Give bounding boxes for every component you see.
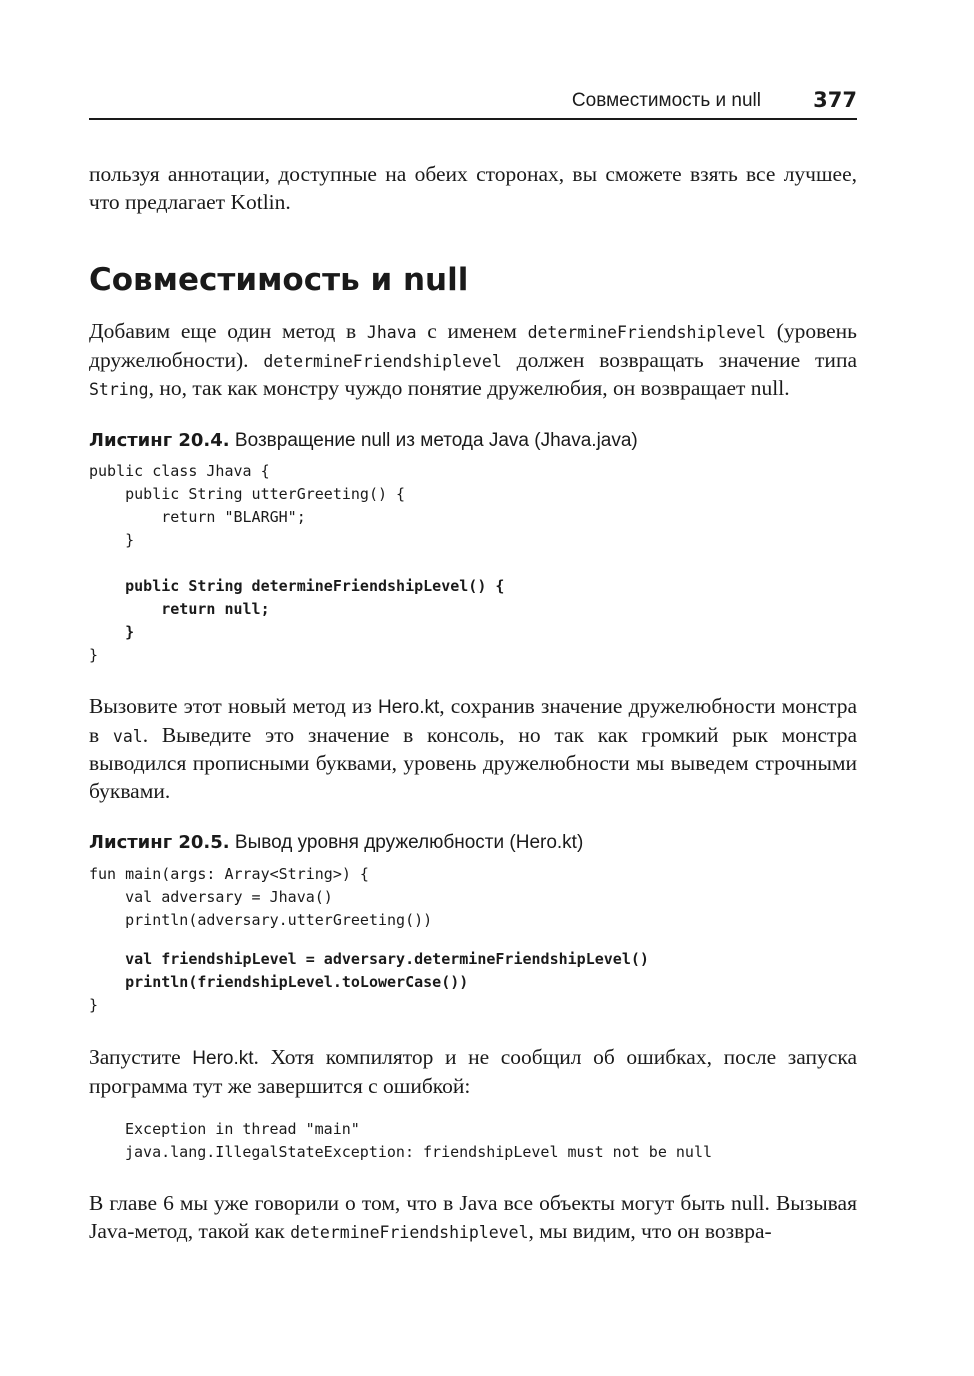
output-line: Exception in thread "main" xyxy=(125,1120,360,1138)
code-line: } xyxy=(89,531,135,549)
code-listing xyxy=(89,863,649,1017)
listing-title: Возвращение null из метода Java (Jhava.java) xyxy=(229,430,638,451)
code-line-added: public String determineFriendshipLevel() { xyxy=(89,577,505,595)
file-name: Hero.kt xyxy=(378,697,440,718)
code-line: return "BLARGH"; xyxy=(89,508,306,526)
text-run: . Хотя компилятор и не сообщил об ошибках, после запуска программа тут же завершится с ошибкой: xyxy=(89,1045,858,1098)
code-line: public class Jhava { xyxy=(89,462,270,480)
section-heading: Совместимость и null xyxy=(89,262,469,298)
listing-label: Листинг 20.4. xyxy=(89,430,230,451)
paragraph-chapter6 xyxy=(89,1190,857,1246)
code-line: println(adversary.utterGreeting()) xyxy=(89,911,433,929)
code-line: val adversary = Jhava() xyxy=(89,888,333,906)
text-run: В главе 6 мы уже говорили о том, что в Java все объекты могут быть null. Вызывая Java-метод, такой как xyxy=(89,1191,857,1243)
listing-title: Вывод уровня дружелюбности (Hero.kt) xyxy=(229,832,584,853)
text-run: Добавим еще один метод в xyxy=(89,319,367,343)
code-line-added: return null; xyxy=(89,600,270,618)
inline-code: determineFriendshiplevel xyxy=(290,1222,529,1242)
listing-caption xyxy=(89,430,638,452)
text-run: . Выведите это значение в консоль, но так как громкий рык монстра выводился прописными буквами, уровень дружелюбности мы выведем строчными буквами. xyxy=(89,722,857,803)
listing-caption xyxy=(89,832,583,854)
paragraph-call-method xyxy=(89,693,857,805)
text-run: с именем xyxy=(416,319,528,343)
page-number: 377 xyxy=(813,88,857,112)
console-output xyxy=(125,1118,712,1164)
file-name: Hero.kt xyxy=(192,1048,254,1069)
output-line: java.lang.IllegalStateException: friendshipLevel must not be null xyxy=(125,1143,712,1161)
code-line: } xyxy=(89,996,99,1014)
inline-code: String xyxy=(89,380,149,399)
inline-code: val xyxy=(112,726,143,746)
code-line: fun main(args: Array<String>) { xyxy=(89,865,369,883)
text-run: (уровень дружелюбности). xyxy=(89,319,857,372)
text-run: , но, так как монстру чуждо понятие дружелюбия, он возвращает null. xyxy=(148,376,790,400)
paragraph-add-method xyxy=(89,318,857,404)
code-line: public String utterGreeting() { xyxy=(89,485,406,503)
code-line: } xyxy=(89,646,99,664)
text-run: Запустите xyxy=(89,1045,193,1069)
code-listing xyxy=(89,460,504,667)
text-run: должен возвращать значение типа xyxy=(501,347,857,372)
text-run: Вызовите этот новый метод из xyxy=(89,694,379,718)
text-run: , мы видим, что он возвра- xyxy=(528,1218,772,1243)
paragraph-run xyxy=(89,1044,857,1100)
inline-code: determineFriendshiplevel xyxy=(527,323,766,342)
code-line-added: val friendshipLevel = adversary.determineFriendshipLevel() xyxy=(89,950,649,968)
inline-code: determineFriendshiplevel xyxy=(263,351,502,371)
inline-code: Jhava xyxy=(366,323,417,342)
code-line-added: } xyxy=(89,623,135,641)
listing-label: Листинг 20.5. xyxy=(89,832,230,853)
paragraph-intro: пользуя аннотации, доступные на обеих сторонах, вы сможете взять все лучшее, что предлагает Kotlin. xyxy=(89,162,857,214)
text-run: , сохранив значение дружелюбности монстра в xyxy=(89,694,857,747)
running-head xyxy=(89,88,857,120)
running-head-title: Совместимость и null xyxy=(571,90,761,111)
code-line xyxy=(89,552,504,575)
code-line-added: println(friendshipLevel.toLowerCase()) xyxy=(89,973,469,991)
